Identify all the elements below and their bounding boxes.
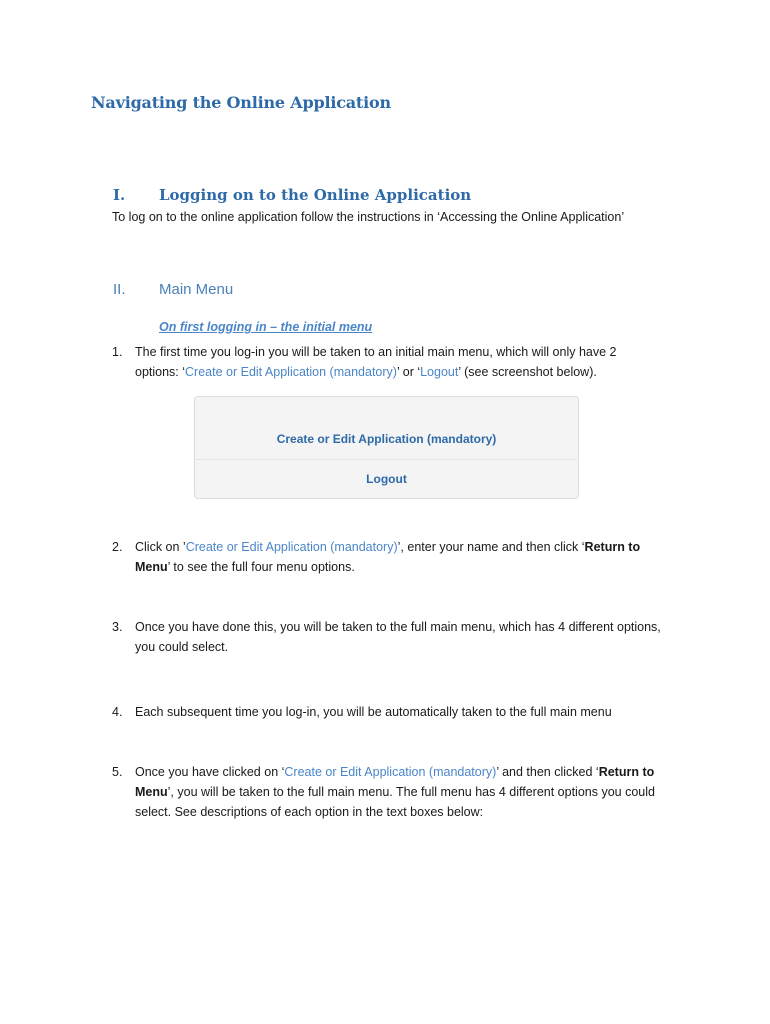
return-to-menu-bold: Menu <box>135 560 168 574</box>
menu-divider <box>196 459 577 460</box>
document-title: Navigating the Online Application <box>91 93 391 112</box>
text-fragment: ’ and then clicked ‘ <box>496 765 599 779</box>
create-edit-application-link: Create or Edit Application (mandatory) <box>185 540 398 554</box>
initial-menu-screenshot <box>194 396 579 499</box>
list-item-3-line2: you could select. <box>135 640 229 654</box>
list-item-2-line1 <box>135 537 680 557</box>
list-item-1-line2 <box>135 362 680 382</box>
section1-number: I. <box>113 186 126 204</box>
text-fragment: Once you have clicked on ‘ <box>135 765 285 779</box>
section2-number: II. <box>113 281 126 298</box>
text-fragment: ’ (see screenshot below). <box>458 365 597 379</box>
create-edit-application-link: Create or Edit Application (mandatory) <box>185 365 397 379</box>
section2-heading: Main Menu <box>159 281 234 298</box>
text-fragment: ’, you will be taken to the full main menu. The full menu has 4 different options you could <box>167 785 655 799</box>
return-to-menu-bold: Return to <box>584 540 641 554</box>
return-to-menu-bold: Menu <box>135 785 168 799</box>
list-item-5-line2 <box>135 782 680 802</box>
list-item-4-number: 4. <box>112 705 123 719</box>
list-item-3-number: 3. <box>112 620 123 634</box>
list-item-3 <box>135 617 680 657</box>
section1-text: To log on to the online application follow the instructions in ‘Accessing the Online Application’ <box>112 210 625 224</box>
logout-menu-item[interactable]: Logout <box>366 472 407 486</box>
list-item-4: Each subsequent time you log-in, you will be automatically taken to the full main menu <box>135 705 612 719</box>
text-fragment: ’, enter your name and then click ‘ <box>397 540 585 554</box>
text-fragment: ’ to see the full four menu options. <box>167 560 355 574</box>
text-fragment: ’ or ‘ <box>396 365 421 379</box>
list-item-2 <box>135 537 680 577</box>
list-item-1-line1: The first time you log-in you will be taken to an initial main menu, which will only have 2 <box>135 345 617 359</box>
list-item-5-line1 <box>135 762 680 782</box>
list-item-2-number: 2. <box>112 540 123 554</box>
text-fragment: options: ‘ <box>135 365 186 379</box>
create-edit-application-link: Create or Edit Application (mandatory) <box>284 765 497 779</box>
list-item-3-line1: Once you have done this, you will be taken to the full main menu, which has 4 different options, <box>135 620 661 634</box>
create-edit-application-menu-item[interactable]: Create or Edit Application (mandatory) <box>276 432 497 446</box>
section1-heading: Logging on to the Online Application <box>159 186 472 204</box>
section2-subheading: On first logging in – the initial menu <box>159 320 373 334</box>
list-item-5 <box>135 762 680 822</box>
list-item-2-line2 <box>135 557 680 577</box>
return-to-menu-bold: Return to <box>598 765 655 779</box>
logout-link: Logout <box>420 365 459 379</box>
text-fragment: Click on ’ <box>135 540 186 554</box>
list-item-1 <box>135 342 680 382</box>
list-item-5-number: 5. <box>112 765 123 779</box>
list-item-1-number: 1. <box>112 345 123 359</box>
list-item-5-line3: select. See descriptions of each option in the text boxes below: <box>135 805 484 819</box>
